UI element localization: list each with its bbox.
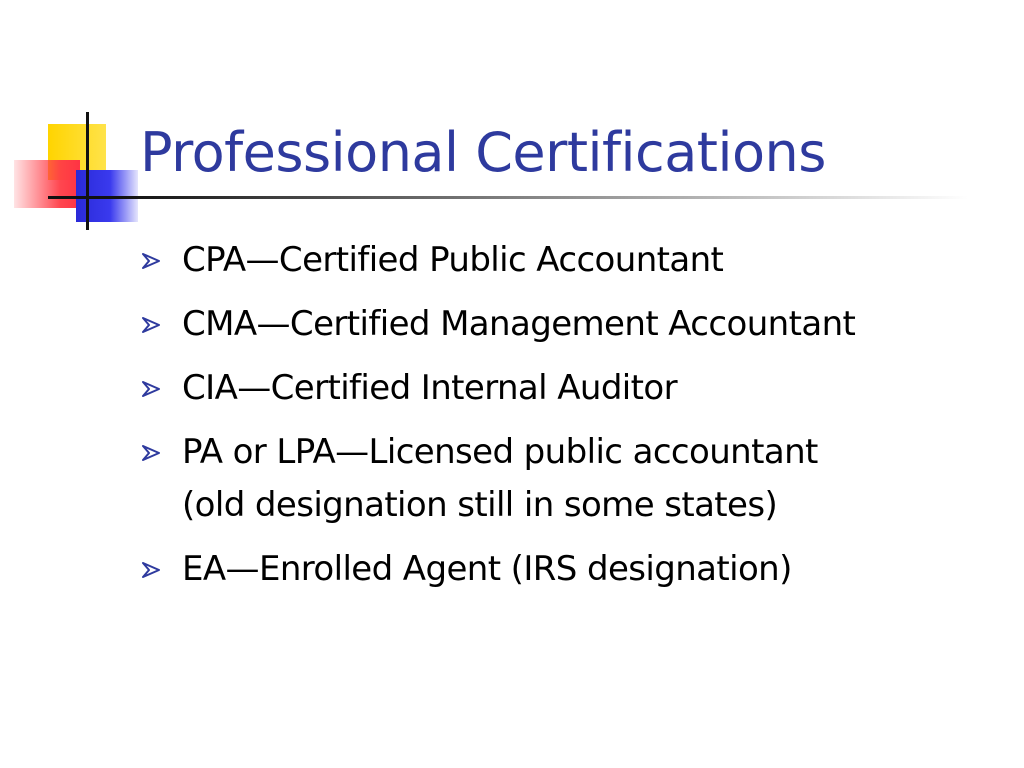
arrowhead-bullet-icon — [142, 253, 160, 269]
list-item-text — [182, 426, 1010, 532]
list-item — [140, 234, 1010, 287]
list-item — [140, 543, 1010, 596]
arrowhead-bullet-icon — [142, 317, 160, 333]
logo-vertical-line — [86, 112, 89, 230]
list-item-line: CMA—Certified Management Accountant — [182, 304, 856, 344]
list-item-line: EA—Enrolled Agent (IRS designation) — [182, 549, 792, 589]
list-item-text — [182, 234, 1010, 287]
slide-title: Professional Certifications — [140, 121, 826, 184]
list-item-line: CPA—Certified Public Accountant — [182, 240, 724, 280]
list-item — [140, 298, 1010, 351]
list-item — [140, 362, 1010, 415]
arrowhead-bullet-icon — [142, 381, 160, 397]
list-item-text — [182, 362, 1010, 415]
title-underline-rule — [48, 196, 968, 199]
list-item-text — [182, 298, 1010, 351]
arrowhead-bullet-icon — [142, 562, 160, 578]
bullet-list — [140, 234, 1010, 607]
logo-red-square — [14, 160, 80, 208]
list-item-text — [182, 543, 1010, 596]
list-item-line: CIA—Certified Internal Auditor — [182, 368, 677, 408]
arrowhead-bullet-icon — [142, 445, 160, 461]
list-item-line: PA or LPA—Licensed public accountant — [182, 432, 818, 472]
list-item — [140, 426, 1010, 532]
list-item-line: (old designation still in some states) — [182, 485, 778, 525]
